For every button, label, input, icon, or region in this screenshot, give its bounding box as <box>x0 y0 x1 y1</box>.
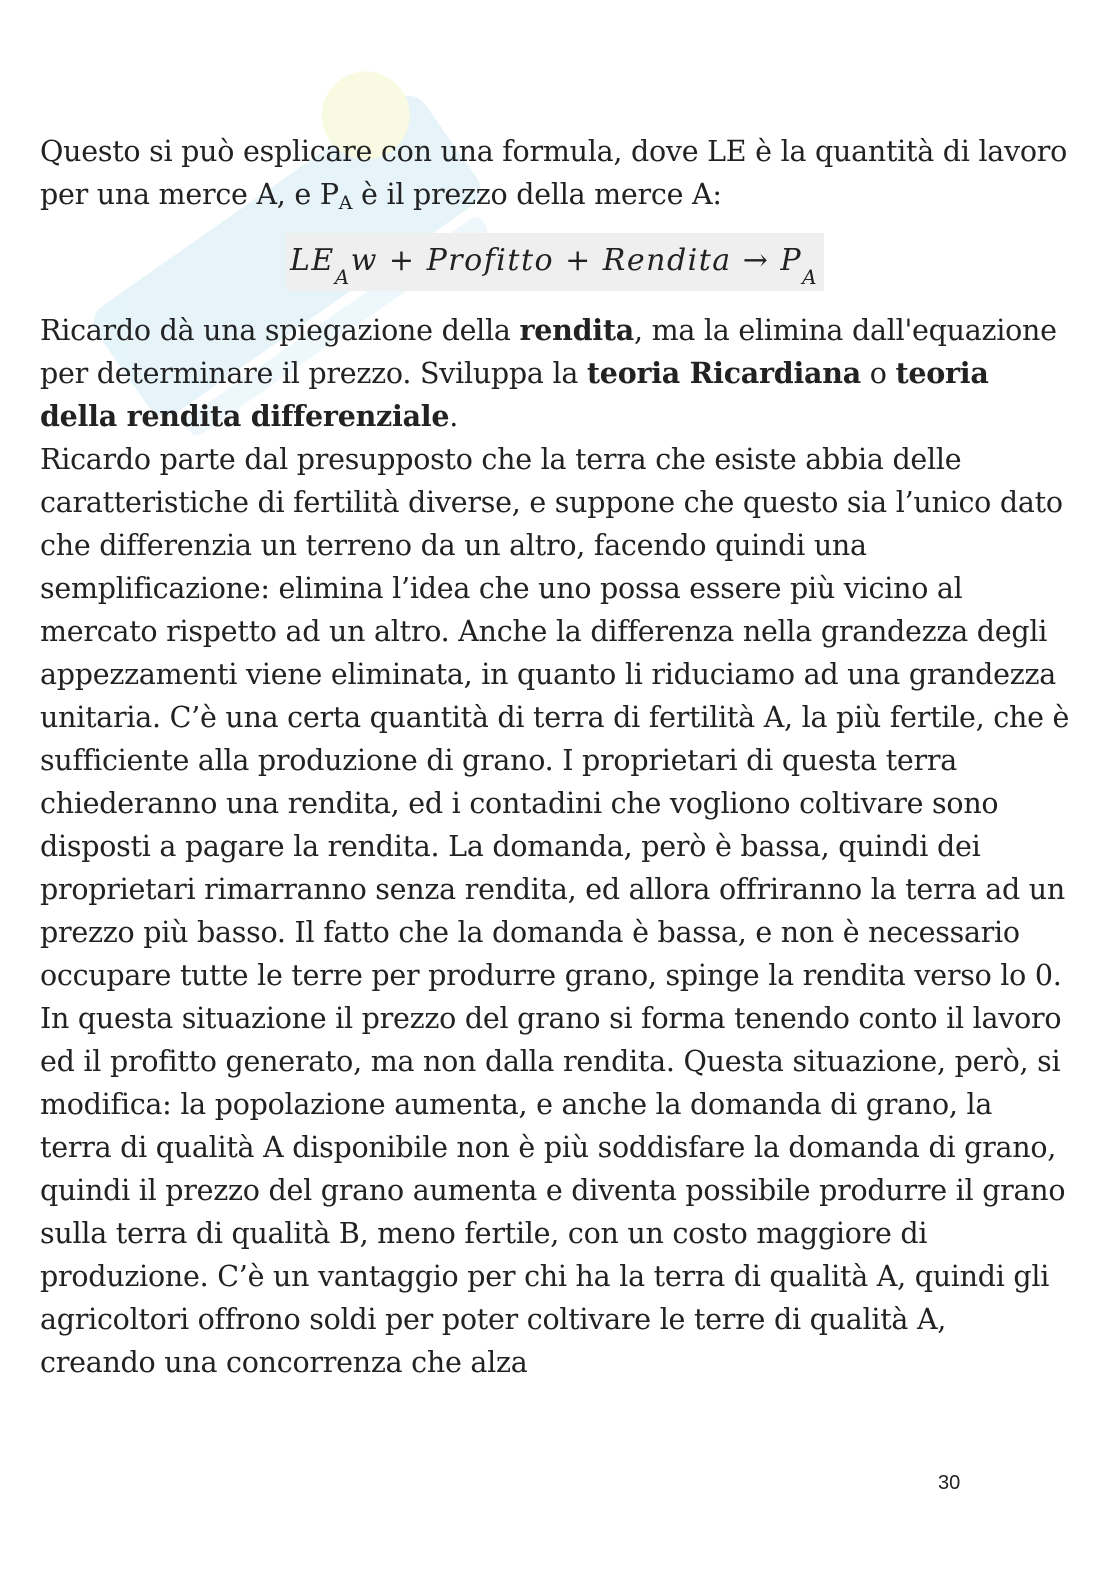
rendita-paragraph <box>40 309 1070 438</box>
text-run: Ricardo dà una spiegazione della <box>40 314 520 347</box>
text-run: , ma la elimina dall'equazione per determinare il prezzo. Sviluppa la <box>40 314 1057 390</box>
intro-paragraph <box>40 130 1070 225</box>
text-run: o <box>860 357 896 390</box>
price-formula <box>286 233 824 291</box>
formula-price-subscript: A <box>802 265 819 289</box>
term-teoria-ricardiana: teoria Ricardiana <box>586 356 861 390</box>
formula-row <box>40 233 1070 291</box>
page-content <box>40 130 1070 1384</box>
body-paragraph: Ricardo parte dal presupposto che la terra che esiste abbia delle caratteristiche di fertilità diverse, e suppone che questo sia l’unico dato che differenzia un terreno da un altro, facendo quindi una semplificazione: elimina l’idea che uno possa essere più vicino al mercato rispetto ad un altro. Anche la differenza nella grandezza degli appezzamenti viene eliminata, in quanto li riduciamo ad una grandezza unitaria. C’è una certa quantità di terra di fertilità A, la più fertile, che è sufficiente alla produzione di grano. I proprietari di questa terra chiederanno una rendita, ed i contadini che vogliono coltivare sono disposti a pagare la rendita. La domanda, però è bassa, quindi dei proprietari rimarranno senza rendita, ed allora offriranno la terra ad un prezzo più basso. Il fatto che la domanda è bassa, e non è necessario occupare tutte le terre per produrre grano, spinge la rendita verso lo 0. In questa situazione il prezzo del grano si forma tenendo conto il lavoro ed il profitto generato, ma non dalla rendita. Questa situazione, però, si modifica: la popolazione aumenta, e anche la domanda di grano, la terra di qualità A disponibile non è più soddisfare la domanda di grano, quindi il prezzo del grano aumenta e diventa possibile produrre il grano sulla terra di qualità B, meno fertile, con un costo maggiore di produzione. C’è un vantaggio per chi ha la terra di qualità A, quindi gli agricoltori offrono soldi per poter coltivare le terre di qualità A, creando una concorrenza che alza <box>40 443 1070 1379</box>
term-rendita-differenziale: teoria della rendita differenziale <box>40 356 989 433</box>
page-number: 30 <box>938 1472 961 1494</box>
subscript-a: A <box>338 192 353 214</box>
formula-subscript-a: A <box>334 265 351 289</box>
formula-arrow: → <box>731 243 781 278</box>
formula-terms: w + Profitto + Rendita <box>350 243 732 278</box>
formula-price: P <box>780 243 803 278</box>
text-run: . <box>449 400 459 433</box>
term-rendita: rendita <box>519 313 634 347</box>
intro-text: Questo si può esplicare con una formula, dove LE è la quantità di lavoro per una merce A, e P <box>40 135 1068 211</box>
formula-le: LE <box>289 243 335 278</box>
intro-text-end: è il prezzo della merce A: <box>352 178 722 211</box>
